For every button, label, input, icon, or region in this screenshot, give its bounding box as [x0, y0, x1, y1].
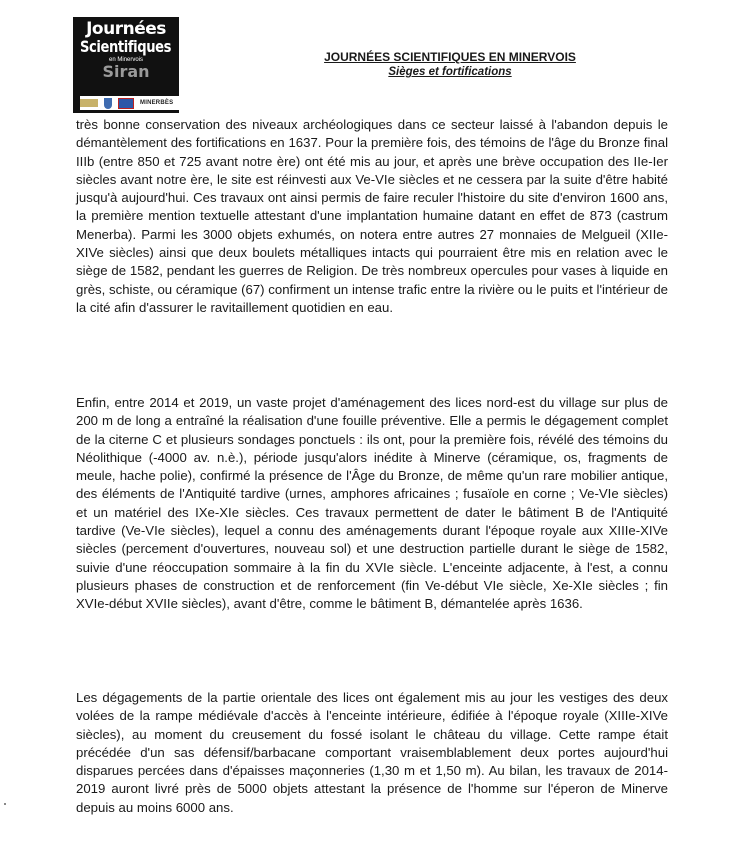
document-title: JOURNÉES SCIENTIFIQUES EN MINERVOIS [324, 50, 576, 64]
sponsor-text: MINERBÈS [140, 100, 174, 106]
paragraph: très bonne conservation des niveaux archéologiques dans ce secteur laissé à l'abandon depuis le démantèlement des fortifications en 1637. Pour la première fois, des témoins de l'âge du Bronze final IIIb (entre 850 et 725 avant notre ère) ont été mis au jour, et après une brève occupation des IIe-Ier siècles avant notre ère, le site est réinvesti aux Ve-VIe siècles et ne cessera par la suite d'être habité jusqu'à aujourd'hui. Ces travaux ont ainsi permis de faire reculer l'histoire du site d'environ 1600 ans, la première mention textuelle attestant d'une implantation humaine datant en effet de 873 (castrum Menerba). Parmi les 3000 objets exhumés, on notera entre autres 27 monnaies de Melgueil (XIIe-XIVe siècles) ainsi que deux boulets métalliques intacts qui pourraient être mis en relation avec le siège de 1582, pendant les guerres de Religion. De très nombreux opercules pour vases à liquide en grès, schiste, ou céramique (67) confirment un intense trafic entre la rivière ou le puits et l'intérieur de la cité afin d'assurer le ravitaillement quotidien en eau. [76, 117, 668, 315]
logo-line-2: Scientifiques [80, 37, 172, 56]
scan-mark [4, 803, 6, 805]
coat-of-arms-icon [104, 98, 112, 109]
logo-line-4: Siran [102, 62, 150, 81]
document-header [290, 50, 610, 80]
logo-line-3: en Minervois [108, 57, 143, 63]
logo-line-1: Journées [86, 19, 166, 39]
paragraph: Les dégagements de la partie orientale des lices ont également mis au jour les vestiges des deux volées de la rampe médiévale d'accès à l'enceinte intérieure, édifiée à l'époque royale (XIIIe-XIVe siècles), au moment du creusement du fossé isolant le château du village. Cette rampe était précédée d'un sas défensif/barbacane comportant vraisemblablement deux portes aujourd'hui disparues percées dans d'épaisses maçonneries (1,30 m et 1,50 m). Au bilan, les travaux de 2014-2019 auront livré près de 5000 objets attestant la présence de l'homme sur l'éperon de Minerve depuis au moins 6000 ans. [76, 690, 668, 815]
paragraph: Enfin, entre 2014 et 2019, un vaste projet d'aménagement des lices nord-est du village sur plus de 200 m de long a entraîné la réalisation d'une fouille préventive. Elle a permis le dégagement complet de la citerne C et plusieurs sondages ponctuels : ils ont, pour la première fois, révélé des témoins du Néolithique (-4000 av. n.è.), période jusqu'alors inédite à Minerve (céramique, os, fragments de meule, hache polie), confirmé la présence de l'Âge du Bronze, de même qu'un rare mobilier antique, des éléments de l'Antiquité tardive (urnes, amphores africaines ; fusaïole en corne ; Ve-VIe siècles) et un matériel des IXe-XIe siècles. Ces travaux permettent de dater le bâtiment B de l'Antiquité tardive (Ve-VIe siècles), lequel a connu des aménagements durant l'époque royale aux XIIIe-XIVe siècles (percement d'ouvertures, nouveau sol) et une destruction partielle durant le siège de 1582, suivie d'une réoccupation sommaire à la fin du XVIe siècle. L'enceinte adjacente, à l'est, a connu plusieurs phases de construction et de renforcement (fin Ve-début VIe siècle, Xe-XIe siècles ; fin XVIe-début XVIIe siècles), avant d'être, comme le bâtiment B, démantelée après 1636. [76, 395, 668, 612]
document-subtitle: Sièges et fortifications [388, 66, 512, 78]
sponsor-logos [80, 96, 190, 110]
sponsor-logo-3-icon [118, 98, 134, 109]
sponsor-logo-1-icon [80, 99, 98, 107]
